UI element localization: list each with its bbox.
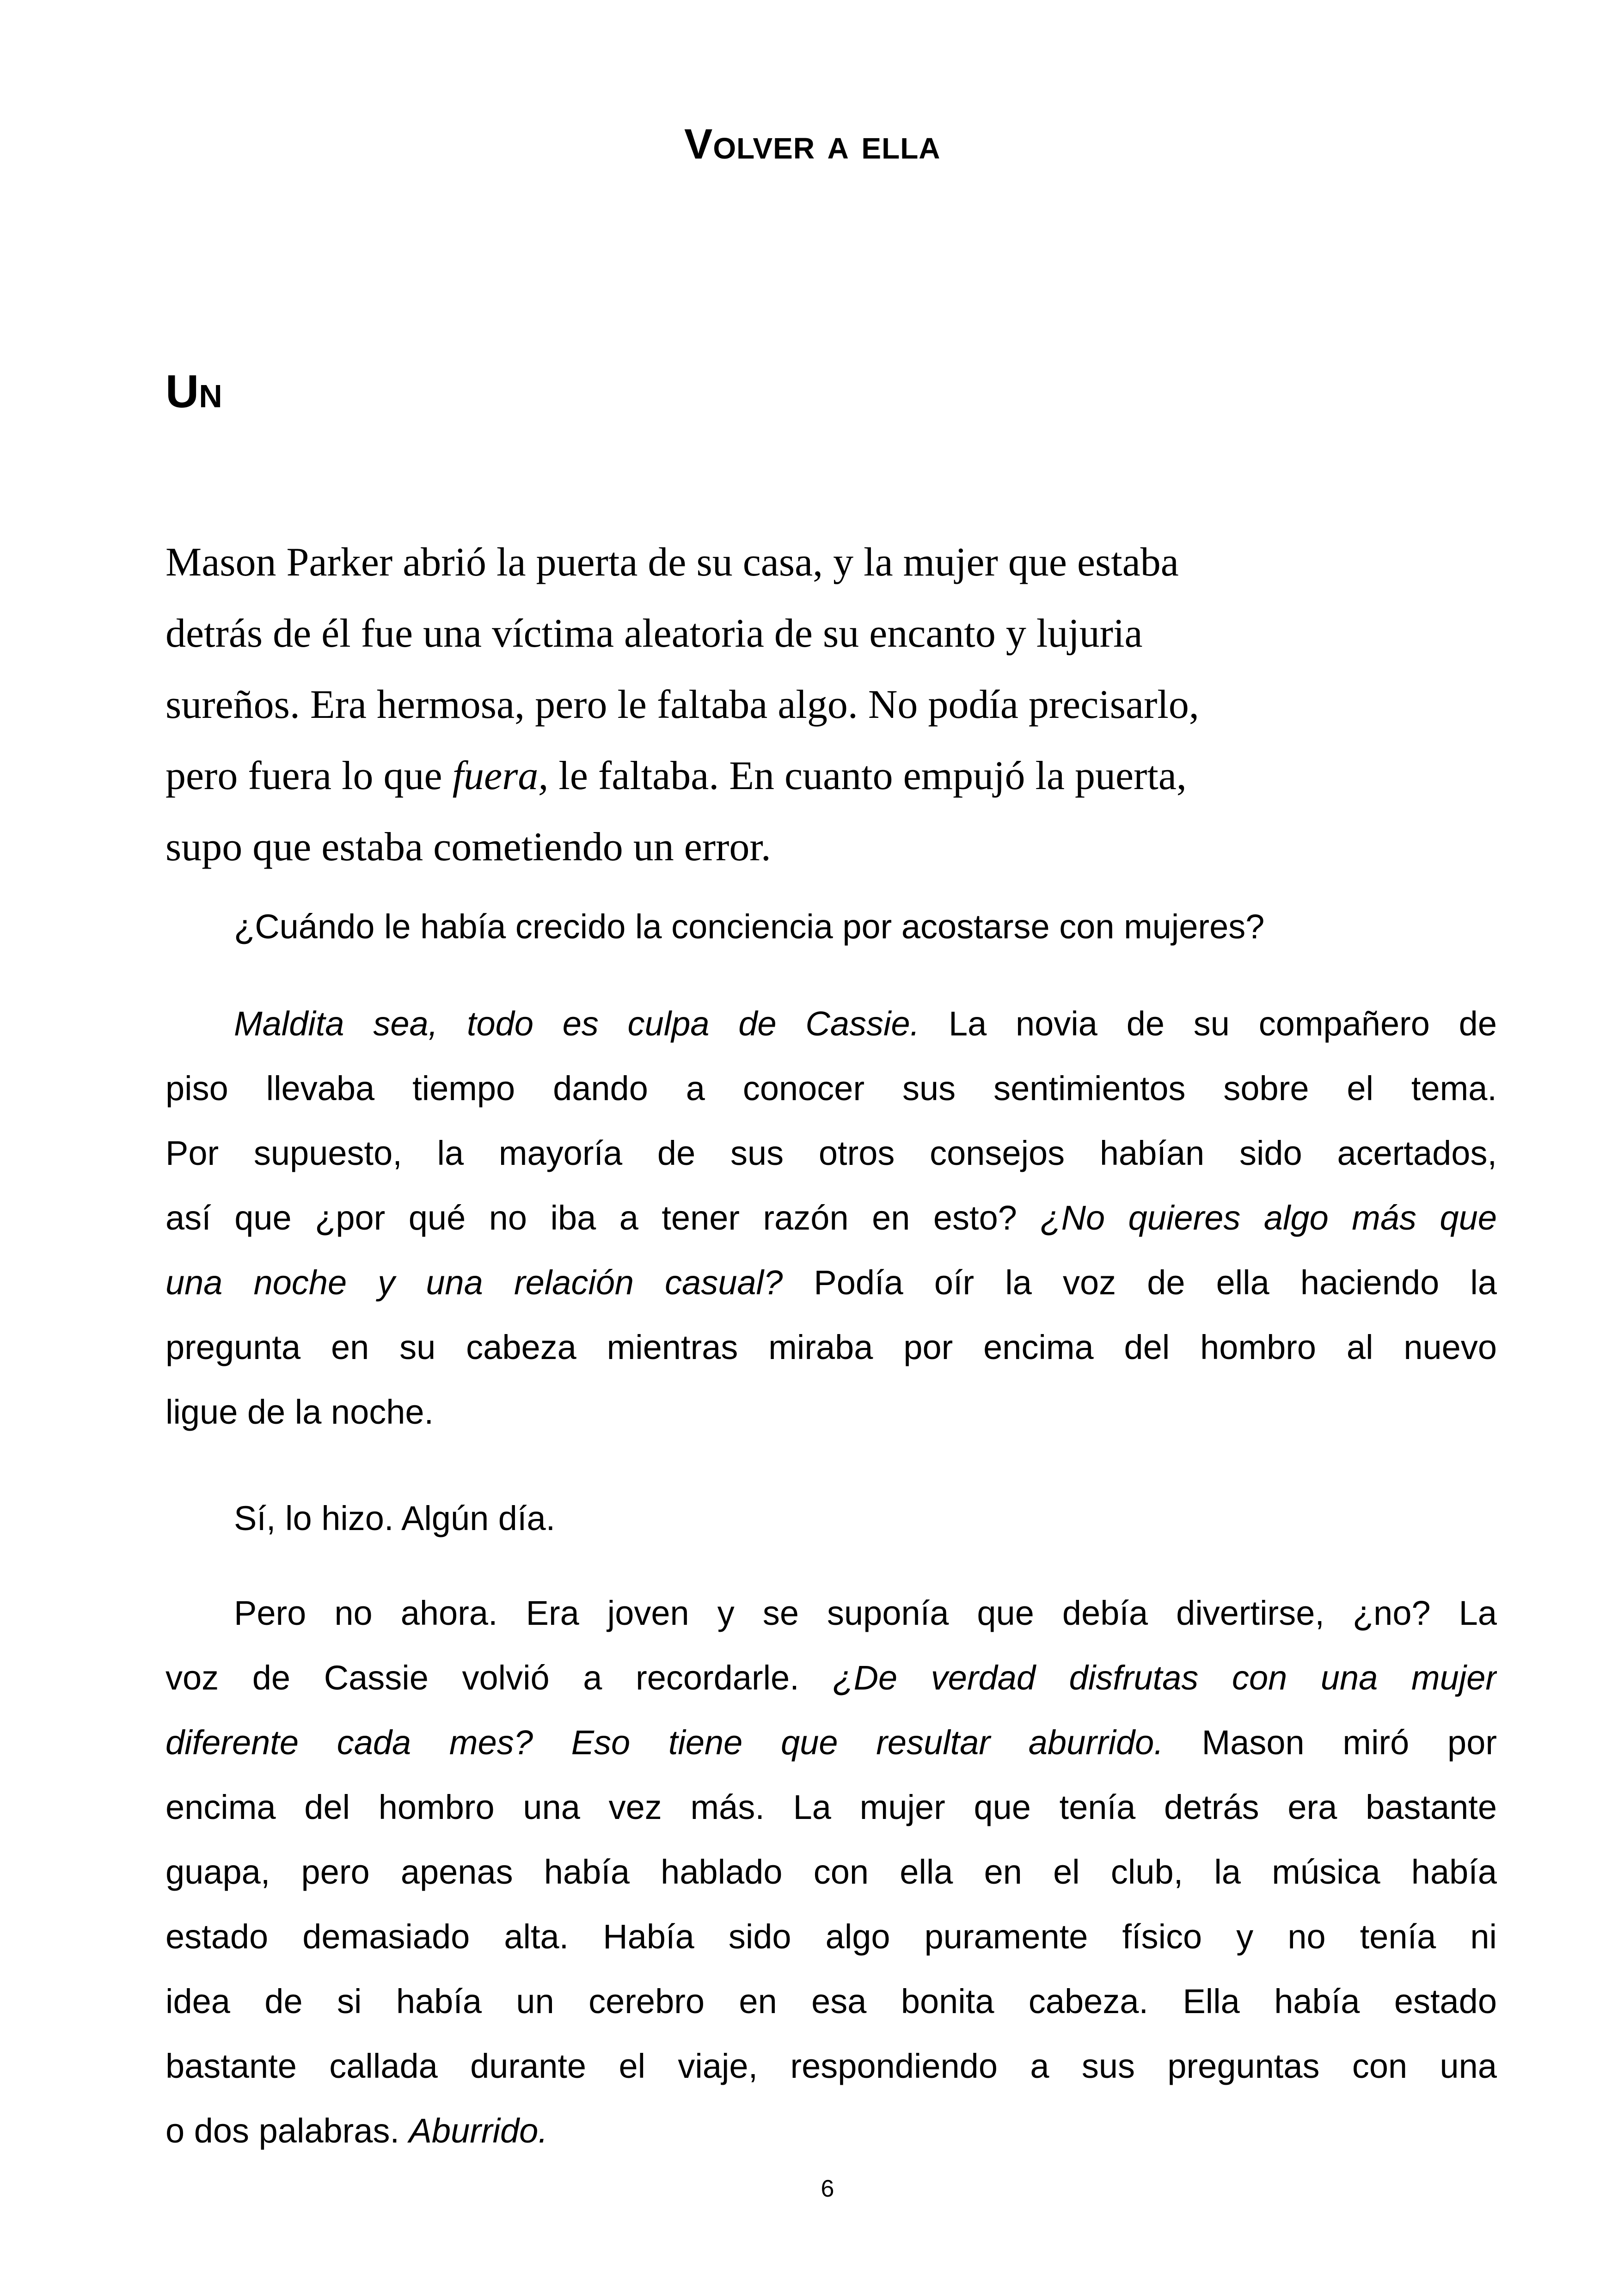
text-line: piso llevaba tiempo dando a conocer sus sentimientos sobre el tema. <box>165 1069 1497 1108</box>
paragraph-question <box>165 894 1497 959</box>
text-line <box>165 1250 1497 1315</box>
text-line <box>165 741 1451 812</box>
text-run: así que ¿por qué no iba a tener razón en esto? <box>165 1199 1041 1237</box>
paragraph-pero <box>165 1581 1497 2163</box>
text-line: guapa, pero apenas había hablado con ella en el club, la música había <box>165 1853 1497 1891</box>
text-run: pero fuera lo que <box>165 753 453 798</box>
text-line: idea de si había un cerebro en esa bonita cabeza. Ella había estado <box>165 1982 1497 2020</box>
italic-run: una noche y una relación casual? <box>165 1263 783 1302</box>
italic-run: ¿No quieres algo más que <box>1040 1199 1497 1237</box>
text-run: La novia de su compañero de <box>919 1004 1497 1043</box>
paragraph-maldita <box>165 992 1497 1445</box>
italic-run: ¿De verdad disfrutas con una mujer <box>833 1659 1497 1697</box>
text-run: Podía oír la voz de ella haciendo la <box>783 1263 1497 1302</box>
text-run: le faltaba. En cuanto empujó la puerta, <box>548 753 1187 798</box>
text-line: detrás de él fue una víctima aleatoria de su encanto y lujuria <box>165 611 1143 656</box>
page-number: 6 <box>821 2175 834 2202</box>
text-line: encima del hombro una vez más. La mujer que tenía detrás era bastante <box>165 1788 1497 1826</box>
text-line: ¿Cuándo le había crecido la conciencia por acostarse con mujeres? <box>234 907 1265 946</box>
book-title: Volver a ella <box>684 121 941 168</box>
text-line: Pero no ahora. Era joven y se suponía que debía divertirse, ¿no? La <box>234 1594 1497 1632</box>
text-line <box>165 1646 1497 1710</box>
text-line <box>165 1710 1497 1775</box>
italic-run: Aburrido. <box>409 2112 548 2150</box>
text-line: Por supuesto, la mayoría de sus otros consejos habían sido acertados, <box>165 1134 1497 1172</box>
text-line: Sí, lo hizo. Algún día. <box>234 1499 556 1537</box>
text-line <box>165 1186 1497 1250</box>
text-line: bastante callada durante el viaje, respondiendo a sus preguntas con una <box>165 2047 1497 2085</box>
text-line <box>165 992 1497 1056</box>
chapter-title: Un <box>165 366 222 417</box>
text-line: Mason Parker abrió la puerta de su casa, y la mujer que estaba <box>165 540 1179 585</box>
italic-run: fuera, <box>452 753 549 798</box>
text-line: ligue de la noche. <box>165 1393 434 1431</box>
opening-paragraph <box>165 527 1451 883</box>
text-line: supo que estaba cometiendo un error. <box>165 825 771 869</box>
text-line: sureños. Era hermosa, pero le faltaba algo. No podía precisarlo, <box>165 682 1199 727</box>
text-line: estado demasiado alta. Había sido algo puramente físico y no tenía ni <box>165 1917 1497 1956</box>
text-run: Mason miró por <box>1163 1723 1497 1762</box>
text-line: pregunta en su cabeza mientras miraba por encima del hombro al nuevo <box>165 1328 1497 1366</box>
italic-run: Maldita sea, todo es culpa de Cassie. <box>234 1004 920 1043</box>
text-run: voz de Cassie volvió a recordarle. <box>165 1659 833 1697</box>
text-run: o dos palabras. <box>165 2112 409 2150</box>
text-line <box>165 2099 1497 2163</box>
italic-run: diferente cada mes? Eso tiene que resultar aburrido. <box>165 1723 1164 1762</box>
paragraph-si <box>165 1486 1497 1551</box>
